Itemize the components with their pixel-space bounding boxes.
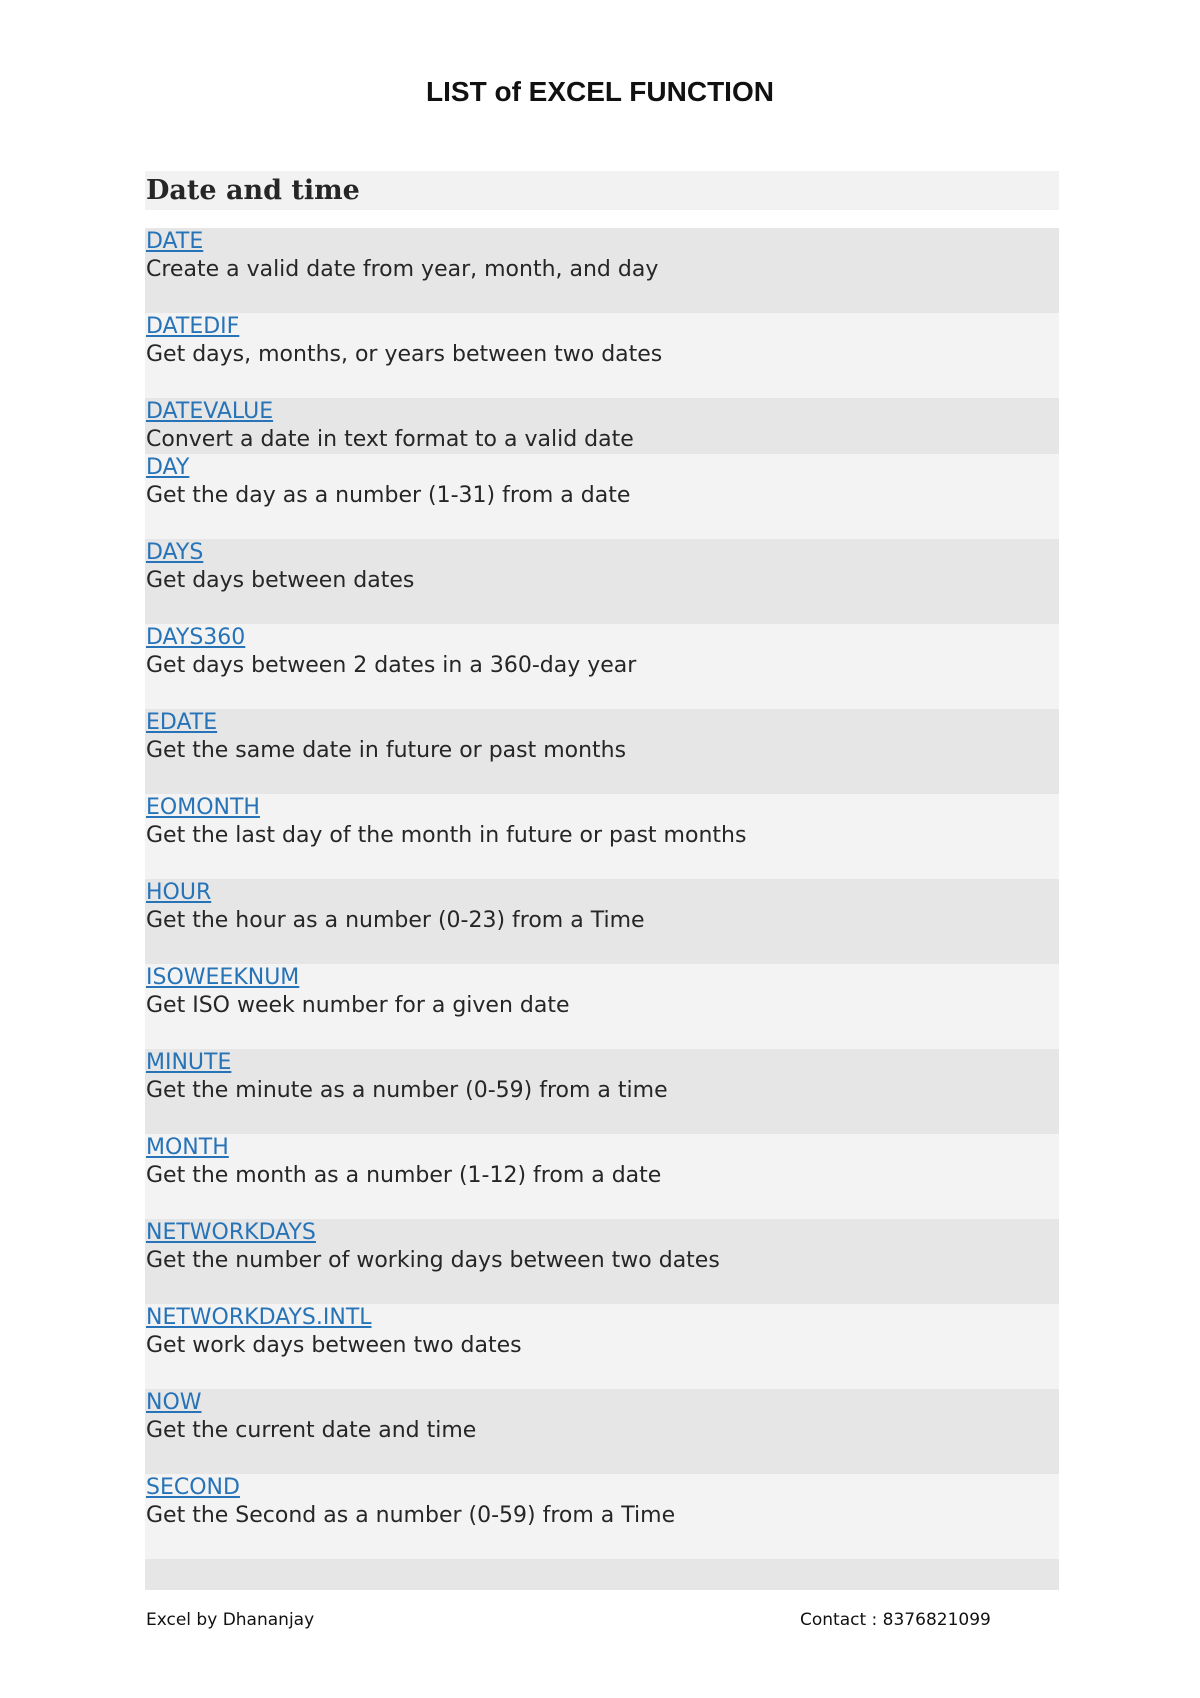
function-description: Convert a date in text format to a valid date [146, 427, 634, 452]
document-title: LIST of EXCEL FUNCTION [426, 76, 774, 107]
function-link-datevalue[interactable]: DATEVALUE [146, 399, 274, 424]
function-link-hour[interactable]: HOUR [146, 880, 212, 905]
list-end-spacer [145, 1559, 1059, 1590]
function-description: Get the same date in future or past months [146, 738, 627, 763]
function-description: Get days between dates [146, 568, 415, 593]
function-link-isoweeknum[interactable]: ISOWEEKNUM [146, 965, 300, 990]
function-link-datedif[interactable]: DATEDIF [146, 314, 240, 339]
function-link-networkdays-intl[interactable]: NETWORKDAYS.INTL [146, 1305, 372, 1330]
function-description: Get days between 2 dates in a 360-day year [146, 653, 637, 678]
section-title: Date and time [146, 175, 360, 206]
function-link-edate[interactable]: EDATE [146, 710, 218, 735]
section-header [145, 171, 1059, 210]
footer-contact: Contact : 8376821099 [800, 1610, 991, 1630]
function-row-now [145, 1389, 1059, 1474]
function-description: Get work days between two dates [146, 1333, 522, 1358]
function-row-month [145, 1134, 1059, 1219]
function-row-datevalue [145, 398, 1059, 454]
function-link-days[interactable]: DAYS [146, 540, 204, 565]
function-link-date[interactable]: DATE [146, 229, 204, 254]
function-row-datedif [145, 313, 1059, 398]
function-description: Get the current date and time [146, 1418, 477, 1443]
function-link-second[interactable]: SECOND [146, 1475, 240, 1500]
function-row-minute [145, 1049, 1059, 1134]
function-description: Get the last day of the month in future or past months [146, 823, 747, 848]
function-row-networkdays-intl [145, 1304, 1059, 1389]
function-link-minute[interactable]: MINUTE [146, 1050, 232, 1075]
function-row-day [145, 454, 1059, 539]
function-row-date [145, 228, 1059, 313]
function-description: Create a valid date from year, month, and day [146, 257, 659, 282]
function-row-second [145, 1474, 1059, 1559]
function-link-now[interactable]: NOW [146, 1390, 202, 1415]
function-description: Get the minute as a number (0-59) from a time [146, 1078, 668, 1103]
function-link-days360[interactable]: DAYS360 [146, 625, 246, 650]
function-row-eomonth [145, 794, 1059, 879]
function-row-days [145, 539, 1059, 624]
function-description: Get the number of working days between two dates [146, 1248, 720, 1273]
function-row-isoweeknum [145, 964, 1059, 1049]
function-link-networkdays[interactable]: NETWORKDAYS [146, 1220, 316, 1245]
function-description: Get days, months, or years between two dates [146, 342, 663, 367]
function-link-eomonth[interactable]: EOMONTH [146, 795, 260, 820]
function-link-month[interactable]: MONTH [146, 1135, 229, 1160]
function-row-networkdays [145, 1219, 1059, 1304]
function-row-days360 [145, 624, 1059, 709]
function-description: Get the hour as a number (0-23) from a Time [146, 908, 645, 933]
function-row-hour [145, 879, 1059, 964]
function-list [145, 228, 1059, 1590]
function-row-edate [145, 709, 1059, 794]
function-link-day[interactable]: DAY [146, 455, 190, 480]
function-description: Get the month as a number (1-12) from a date [146, 1163, 662, 1188]
footer-author: Excel by Dhananjay [146, 1610, 315, 1630]
function-description: Get the day as a number (1-31) from a date [146, 483, 631, 508]
function-description: Get the Second as a number (0-59) from a Time [146, 1503, 676, 1528]
function-description: Get ISO week number for a given date [146, 993, 570, 1018]
